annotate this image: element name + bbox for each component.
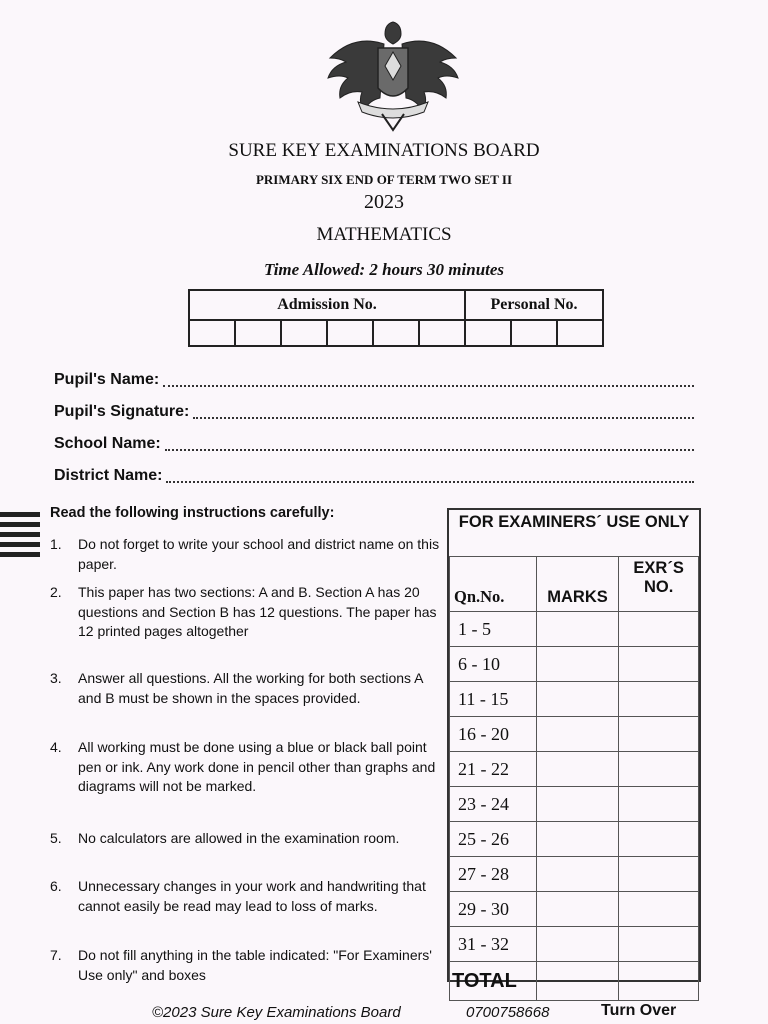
table-row bbox=[450, 787, 699, 822]
admission-digit-box[interactable] bbox=[235, 320, 281, 346]
district-name-line[interactable] bbox=[166, 467, 694, 483]
marks-cell bbox=[536, 647, 619, 682]
school-name-line[interactable] bbox=[165, 435, 694, 451]
examiner-cell bbox=[619, 787, 699, 822]
instruction-number: 2. bbox=[50, 584, 62, 600]
instruction-text: All working must be done using a blue or black ball point pen or ink. Any work done in pencil other than graphs and diagrams will not be marked. bbox=[78, 739, 436, 794]
marks-cell bbox=[536, 857, 619, 892]
instruction-item bbox=[50, 669, 440, 708]
school-name-field[interactable] bbox=[54, 435, 694, 453]
table-row bbox=[450, 857, 699, 892]
personal-number-label: Personal No. bbox=[465, 290, 603, 320]
instruction-item bbox=[50, 738, 440, 797]
examiner-cell bbox=[619, 752, 699, 787]
examiner-cell bbox=[619, 822, 699, 857]
admission-digit-box[interactable] bbox=[327, 320, 373, 346]
total-row bbox=[450, 962, 699, 1001]
district-name-field[interactable] bbox=[54, 467, 694, 485]
admission-number-label: Admission No. bbox=[189, 290, 465, 320]
personal-digit-box[interactable] bbox=[465, 320, 511, 346]
table-row bbox=[450, 892, 699, 927]
marks-cell bbox=[536, 927, 619, 962]
marks-cell bbox=[536, 787, 619, 822]
question-range: 11 - 15 bbox=[450, 682, 537, 717]
total-marks-cell bbox=[536, 962, 619, 1001]
personal-digit-box[interactable] bbox=[511, 320, 557, 346]
table-row bbox=[450, 822, 699, 857]
marks-cell bbox=[536, 717, 619, 752]
examiner-cell bbox=[619, 857, 699, 892]
question-range: 27 - 28 bbox=[450, 857, 537, 892]
question-range: 23 - 24 bbox=[450, 787, 537, 822]
margin-marks bbox=[0, 512, 40, 562]
instruction-number: 6. bbox=[50, 878, 62, 894]
instruction-text: Answer all questions. All the working for both sections A and B must be shown in the spaces provided. bbox=[78, 670, 423, 706]
table-row bbox=[450, 717, 699, 752]
instruction-text: Do not fill anything in the table indicated: "For Examiners' Use only" and boxes bbox=[78, 947, 432, 983]
qn-no-header: Qn.No. bbox=[450, 557, 537, 612]
question-range: 6 - 10 bbox=[450, 647, 537, 682]
marks-cell bbox=[536, 822, 619, 857]
table-row bbox=[450, 682, 699, 717]
marks-cell bbox=[536, 612, 619, 647]
exam-year: 2023 bbox=[364, 191, 404, 213]
eagle-crest-icon bbox=[322, 14, 464, 142]
instructions-heading: Read the following instructions carefully: bbox=[50, 505, 335, 521]
examiner-cell bbox=[619, 892, 699, 927]
total-label: TOTAL bbox=[450, 962, 537, 1001]
examiners-table-title: FOR EXAMINERS´ USE ONLY bbox=[458, 513, 690, 531]
marks-header: MARKS bbox=[536, 557, 619, 612]
pupil-name-field[interactable] bbox=[54, 371, 694, 389]
table-row bbox=[450, 927, 699, 962]
time-allowed: Time Allowed: 2 hours 30 minutes bbox=[263, 260, 505, 279]
examiner-cell bbox=[619, 647, 699, 682]
question-range: 16 - 20 bbox=[450, 717, 537, 752]
admission-digit-box[interactable] bbox=[419, 320, 465, 346]
pupil-signature-field[interactable] bbox=[54, 403, 694, 421]
pupil-name-label: Pupil's Name: bbox=[54, 371, 160, 388]
personal-digit-box[interactable] bbox=[557, 320, 603, 346]
instruction-item bbox=[50, 946, 440, 985]
table-row bbox=[450, 612, 699, 647]
instruction-number: 1. bbox=[50, 536, 62, 552]
instruction-number: 4. bbox=[50, 739, 62, 755]
phone-number: 0700758668 bbox=[466, 1004, 550, 1021]
instruction-text: Unnecessary changes in your work and handwriting that cannot easily be read may lead to loss of marks. bbox=[78, 878, 426, 914]
question-range: 29 - 30 bbox=[450, 892, 537, 927]
pupil-name-line[interactable] bbox=[163, 371, 694, 387]
question-range: 25 - 26 bbox=[450, 822, 537, 857]
school-name-label: School Name: bbox=[54, 435, 161, 452]
question-range: 21 - 22 bbox=[450, 752, 537, 787]
examiners-table bbox=[447, 508, 701, 992]
total-examiner-cell bbox=[619, 962, 699, 1001]
instruction-text: This paper has two sections: A and B. Section A has 20 questions and Section B has 12 questions. The paper has 12 printed pages altogether bbox=[78, 584, 437, 639]
turn-over-text: Turn Over bbox=[601, 1002, 677, 1019]
district-name-label: District Name: bbox=[54, 467, 163, 484]
admission-digit-box[interactable] bbox=[373, 320, 419, 346]
table-row bbox=[450, 752, 699, 787]
instruction-item bbox=[50, 535, 440, 574]
pupil-signature-line[interactable] bbox=[193, 403, 694, 419]
examiner-cell bbox=[619, 717, 699, 752]
board-name: SURE KEY EXAMINATIONS BOARD bbox=[228, 140, 540, 161]
exr-no-header: EXR´S NO. bbox=[619, 557, 699, 612]
marks-cell bbox=[536, 682, 619, 717]
instruction-number: 3. bbox=[50, 670, 62, 686]
question-range: 1 - 5 bbox=[450, 612, 537, 647]
instruction-number: 5. bbox=[50, 830, 62, 846]
copyright-text: ©2023 Sure Key Examinations Board bbox=[152, 1004, 401, 1021]
instruction-item bbox=[50, 877, 440, 916]
admission-digit-box[interactable] bbox=[189, 320, 235, 346]
marks-cell bbox=[536, 892, 619, 927]
instruction-item bbox=[50, 829, 440, 849]
examiner-cell bbox=[619, 682, 699, 717]
table-row bbox=[450, 647, 699, 682]
instruction-text: Do not forget to write your school and district name on this paper. bbox=[78, 536, 440, 572]
instruction-item bbox=[50, 583, 440, 642]
instruction-text: No calculators are allowed in the examination room. bbox=[78, 830, 400, 846]
examiner-cell bbox=[619, 927, 699, 962]
admission-digit-box[interactable] bbox=[281, 320, 327, 346]
subject-title: MATHEMATICS bbox=[316, 224, 452, 245]
marks-cell bbox=[536, 752, 619, 787]
pupil-signature-label: Pupil's Signature: bbox=[54, 403, 190, 420]
examiner-cell bbox=[619, 612, 699, 647]
question-range: 31 - 32 bbox=[450, 927, 537, 962]
id-number-table bbox=[188, 289, 604, 347]
instruction-number: 7. bbox=[50, 947, 62, 963]
exam-title: PRIMARY SIX END OF TERM TWO SET II bbox=[255, 172, 513, 187]
